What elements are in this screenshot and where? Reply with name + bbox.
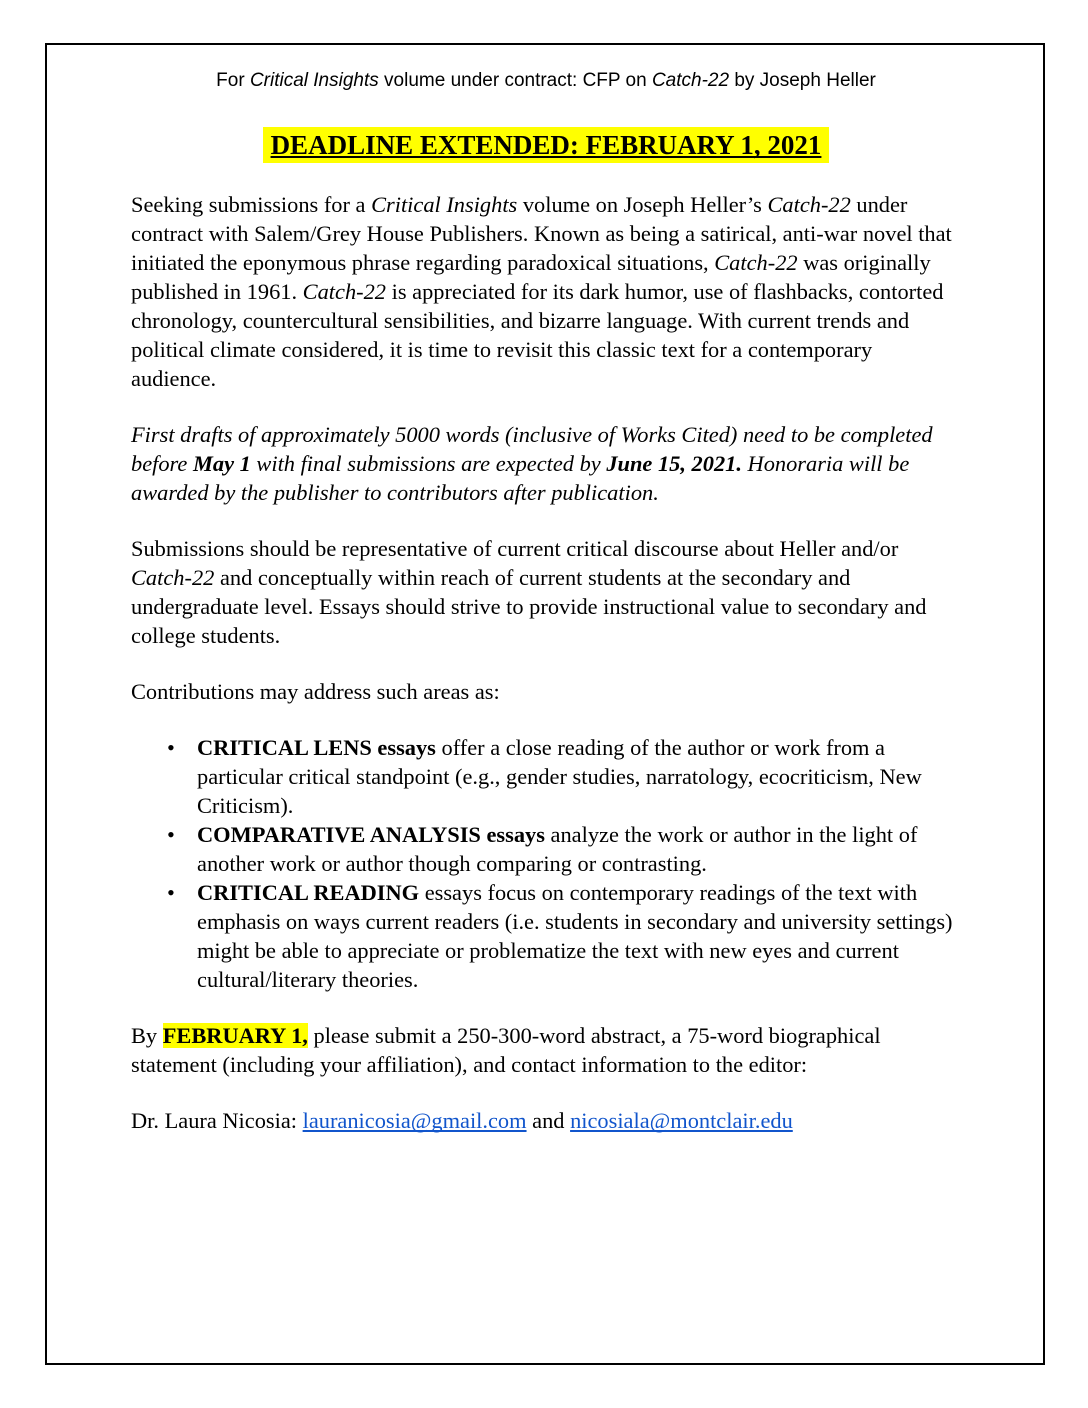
text-run: and conceptually within reach of current students at the secondary and undergraduate level. Essays should strive to provide instructional value to secondary and college students. — [131, 565, 927, 648]
paragraph-editor-contact — [131, 1106, 961, 1135]
paragraph-abstract-deadline — [131, 1021, 961, 1079]
text-run: Seeking submissions for a — [131, 192, 372, 217]
text-run: Catch-22 — [651, 70, 730, 91]
text-run: Dr. Laura Nicosia: — [131, 1108, 303, 1133]
list-item-comparative-analysis — [131, 820, 961, 878]
text-run: Catch-22 — [131, 565, 215, 590]
email-link[interactable]: nicosiala@montclair.edu — [570, 1108, 793, 1133]
paragraph-submission-guidelines — [131, 534, 961, 650]
text-run: COMPARATIVE ANALYSIS essays — [197, 822, 545, 847]
text-run: by Joseph Heller — [729, 70, 876, 91]
text-run: volume under contract: CFP on — [378, 70, 652, 91]
contribution-areas-list — [131, 733, 961, 994]
list-item-critical-lens — [131, 733, 961, 820]
paragraph-draft-dates — [131, 420, 961, 507]
text-run: FEBRUARY 1, — [162, 1023, 308, 1048]
text-run: analyze the work or author in the light of another work or author though comparing or contrasting. — [197, 822, 918, 876]
text-run: Submissions should be representative of current critical discourse about Heller and/or — [131, 536, 899, 561]
text-run: June 15, 2021. — [606, 451, 742, 476]
text-run: Catch-22 — [302, 279, 387, 304]
text-run: May 1 — [192, 451, 251, 476]
paragraph-intro — [131, 190, 961, 393]
text-run: Critical Insights — [371, 192, 518, 217]
paragraph-contributions-intro — [131, 677, 961, 706]
deadline-banner: DEADLINE EXTENDED: FEBRUARY 1, 2021 — [263, 127, 830, 163]
email-link[interactable]: lauranicosia@gmail.com — [302, 1108, 527, 1133]
text-run: Critical Insights — [249, 70, 379, 91]
text-run: offer a close reading of the author or work from a particular critical standpoint (e.g., gender studies, narratology, ecocriticism, New Criticism). — [197, 735, 922, 818]
text-run: was originally published in 1961. — [131, 250, 931, 304]
text-run: CRITICAL LENS essays — [197, 735, 436, 760]
text-run: Catch-22 — [714, 250, 798, 275]
deadline-banner-row — [131, 127, 961, 163]
text-run: Honoraria will be awarded by the publisher to contributors after publication. — [131, 451, 910, 505]
text-run: Contributions may address such areas as: — [131, 679, 500, 704]
text-run: with final submissions are expected by — [250, 451, 607, 476]
text-run: For — [216, 70, 250, 91]
text-run: First drafts of approximately 5000 words (inclusive of Works Cited) need to be completed before — [131, 422, 933, 476]
list-item-critical-reading — [131, 878, 961, 994]
text-run: under contract with Salem/Grey House Publishers. Known as being a satirical, anti-war novel that initiated the eponymous phrase regarding paradoxical situations, — [131, 192, 952, 275]
text-run: is appreciated for its dark humor, use of flashbacks, contorted chronology, countercultural sensibilities, and bizarre language. With current trends and political climate considered, it is time to revisit this classic text for a contemporary audience. — [131, 279, 944, 391]
document-header — [131, 68, 961, 94]
text-run: and — [526, 1108, 571, 1133]
page-border — [45, 43, 1045, 1365]
text-run: CRITICAL READING — [197, 880, 420, 905]
text-run: volume on Joseph Heller’s — [517, 192, 768, 217]
text-run: Catch-22 — [767, 192, 851, 217]
text-run: essays focus on contemporary readings of the text with emphasis on ways current readers (i.e. students in secondary and university settings) might be able to appreciate or problematize the text with new eyes and current cultural/literary theories. — [197, 880, 953, 992]
text-run: please submit a 250-300-word abstract, a 75-word biographical statement (including your affiliation), and contact information to the editor: — [131, 1023, 881, 1077]
text-run: By — [131, 1023, 163, 1048]
